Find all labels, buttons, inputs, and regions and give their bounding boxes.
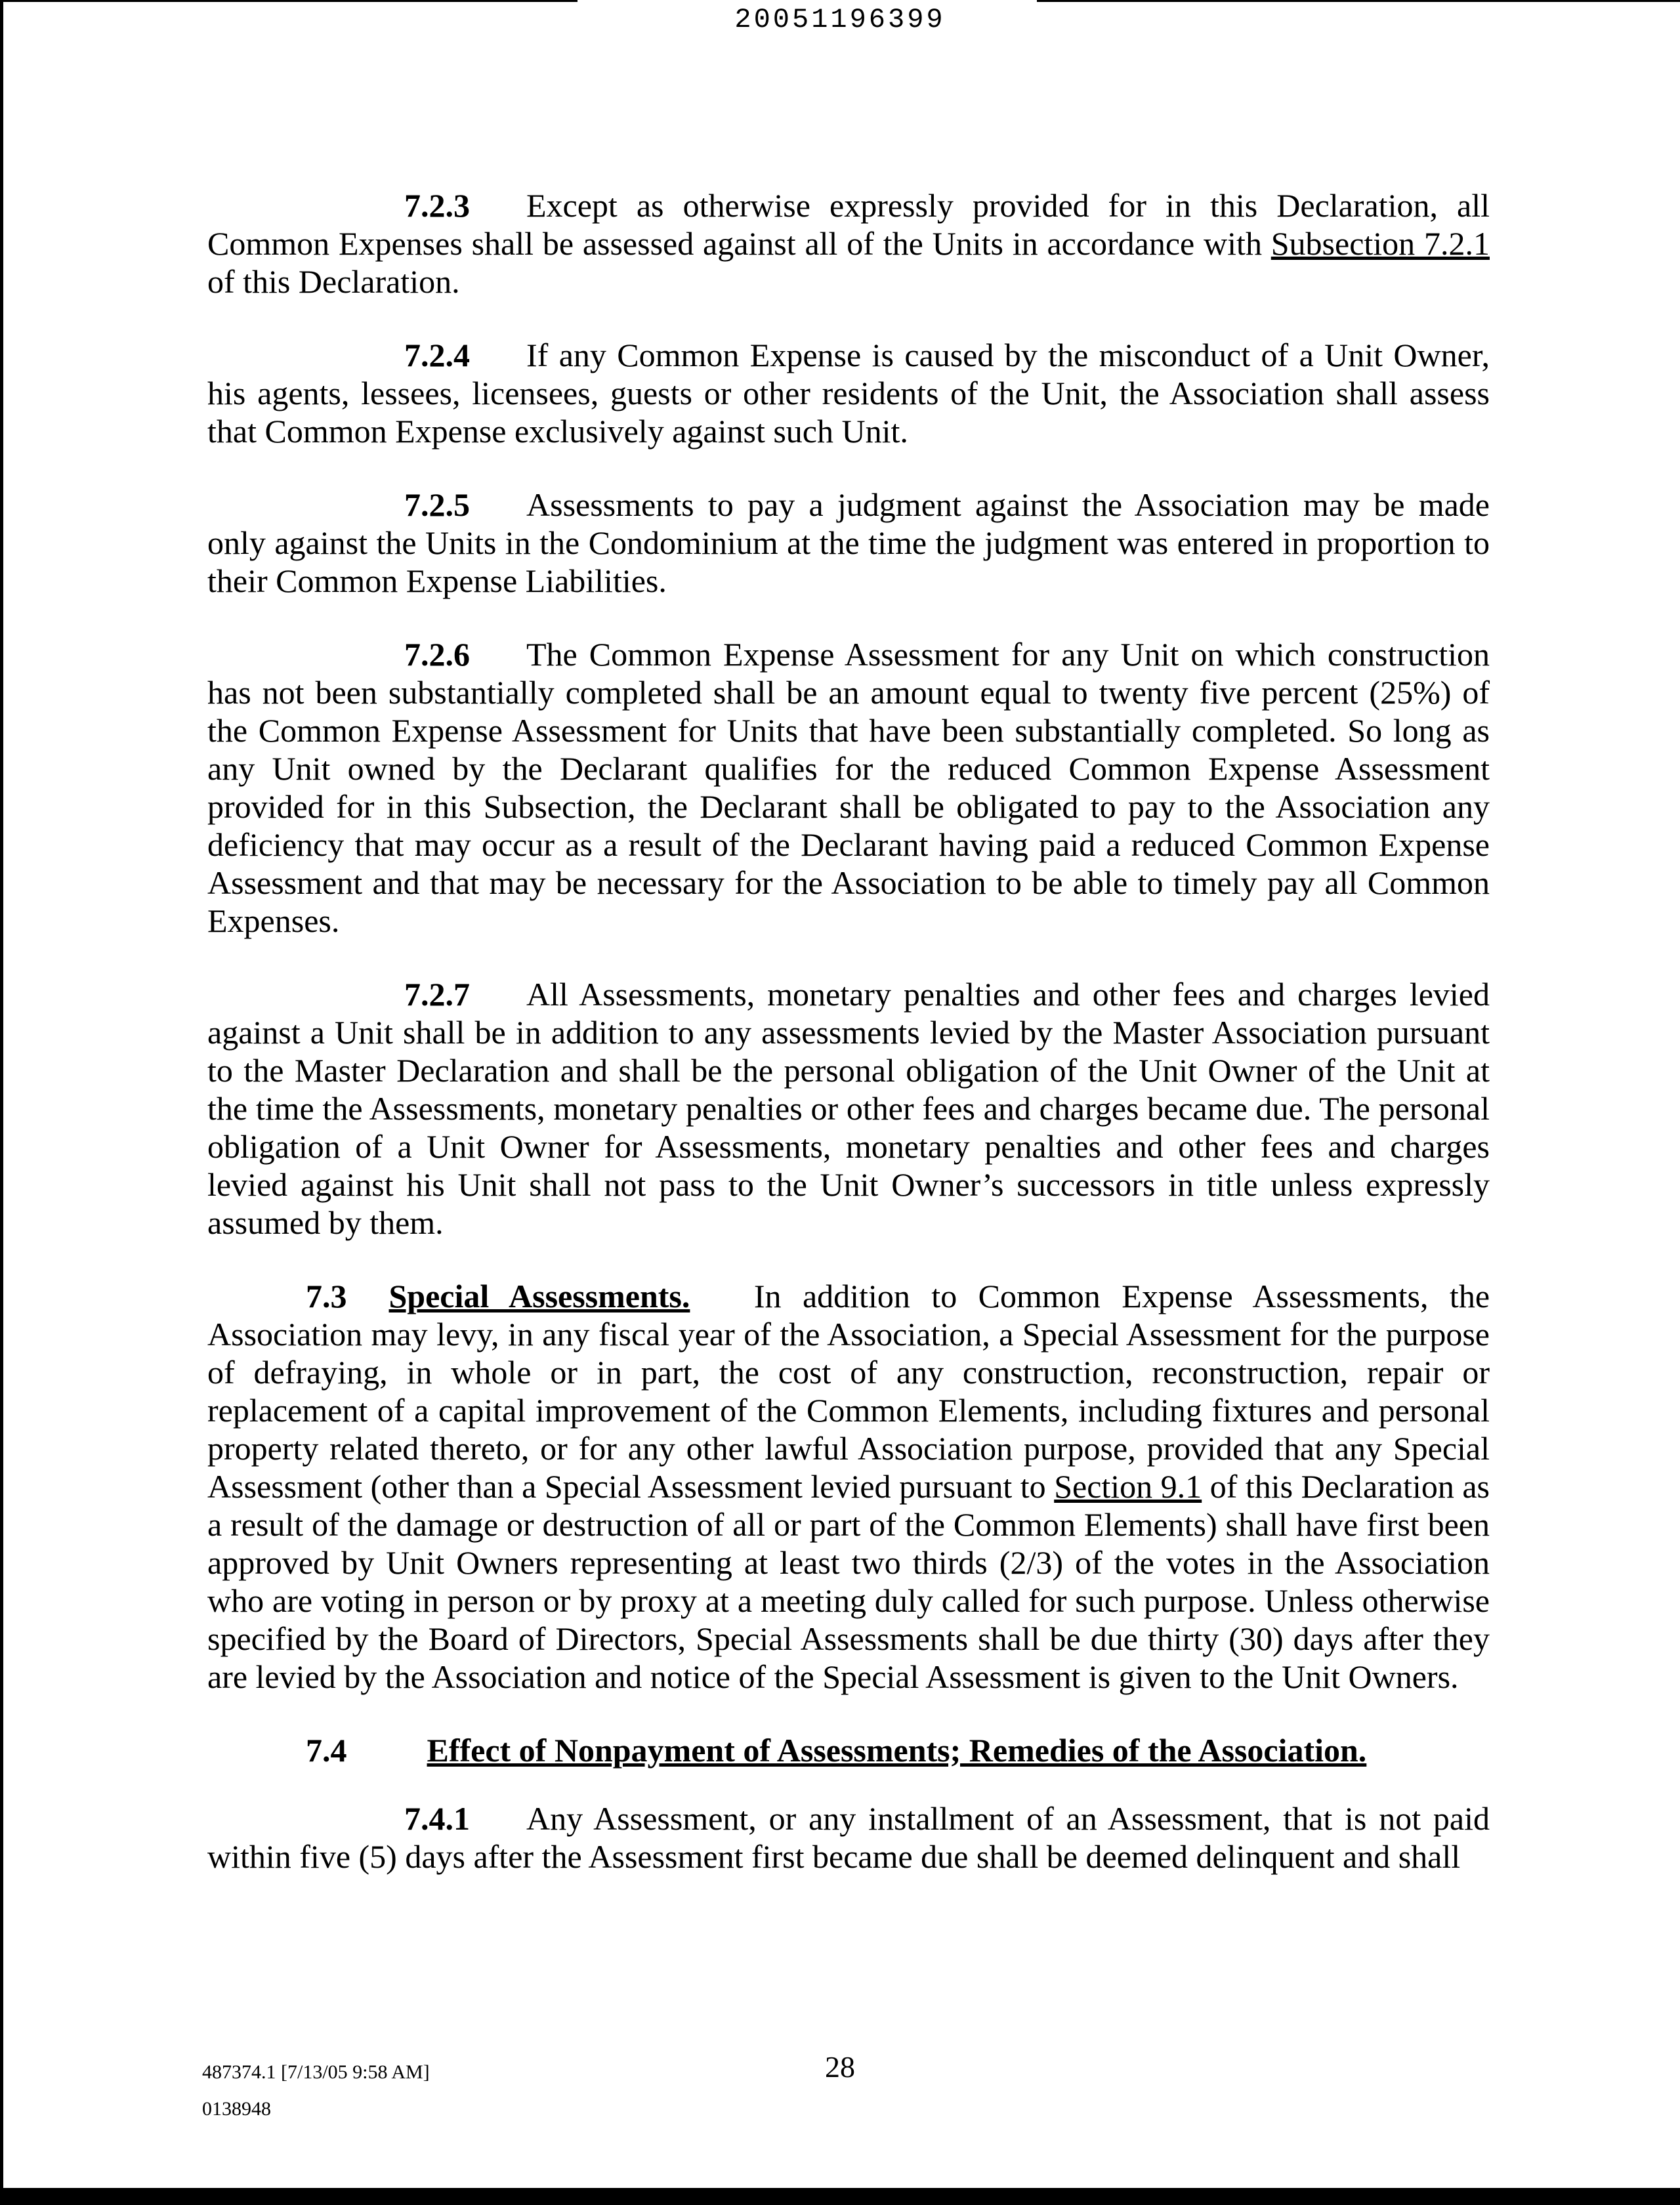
document-number: 20051196399 bbox=[734, 4, 946, 35]
section-number: 7.3 bbox=[306, 1278, 347, 1314]
section-text: Assessments to pay a judgment against the Association may be made only against the Units in the Condominium at the time the judgment was entered in proportion to their Common Expense Liabilities. bbox=[207, 486, 1490, 599]
section-number: 7.2.4 bbox=[404, 337, 470, 373]
footer-doc-ref: 487374.1 [7/13/05 9:58 AM] bbox=[202, 2061, 430, 2083]
scan-edge-top-left bbox=[0, 0, 578, 2]
section-heading: Effect of Nonpayment of Assessments; Remedies of the Association. bbox=[427, 1732, 1367, 1769]
section-text: The Common Expense Assessment for any Unit on which construction has not been substantially completed shall be an amount equal to twenty five percent (25%) of the Common Expense Assessment for Units that have been substantially completed. So long as any Unit owned by the Declarant qualifies for the reduced Common Expense Assessment provided for in this Subsection, the Declarant shall be obligated to pay to the Association any deficiency that may occur as a result of the Declarant having paid a reduced Common Expense Assessment and that may be necessary for the Association to be able to timely pay all Common Expenses. bbox=[207, 636, 1490, 939]
footer-file-number: 0138948 bbox=[202, 2098, 271, 2120]
section-text: If any Common Expense is caused by the misconduct of a Unit Owner, his agents, lessees, licensees, guests or other residents of the Unit, the Association shall assess that Common Expense exclusively against such Unit. bbox=[207, 337, 1490, 450]
scan-edge-bottom bbox=[0, 2188, 1680, 2205]
section-7-4-1 bbox=[207, 1799, 1490, 1876]
section-text: of this Declaration. bbox=[207, 263, 460, 300]
section-number: 7.2.6 bbox=[404, 636, 470, 673]
section-7-2-7 bbox=[207, 975, 1490, 1242]
page-body bbox=[207, 186, 1490, 1911]
section-number: 7.2.3 bbox=[404, 187, 470, 224]
page-number: 28 bbox=[825, 2050, 855, 2084]
cross-reference: Section 9.1 bbox=[1054, 1468, 1202, 1505]
section-number: 7.4.1 bbox=[404, 1800, 470, 1837]
section-7-3 bbox=[207, 1277, 1490, 1696]
section-7-4 bbox=[207, 1731, 1490, 1769]
section-number: 7.2.5 bbox=[404, 486, 470, 523]
section-number: 7.2.7 bbox=[404, 976, 470, 1013]
section-number: 7.4 bbox=[306, 1732, 347, 1769]
scan-edge-top-right bbox=[1037, 0, 1680, 2]
section-heading: Special Assessments. bbox=[388, 1278, 690, 1314]
section-text: All Assessments, monetary penalties and other fees and charges levied against a Unit shall be in addition to any assessments levied by the Master Association pursuant to the Master Declaration and shall be the personal obligation of the Unit Owner of the Unit at the time the Assessments, monetary penalties or other fees and charges became due. The personal obligation of a Unit Owner for Assessments, monetary penalties and other fees and charges levied against his Unit shall not pass to the Unit Owner’s successors in title unless expressly assumed by them. bbox=[207, 976, 1490, 1241]
section-text: of this Declaration as a result of the damage or destruction of all or part of the Common Elements) shall have first been approved by Unit Owners representing at least two thirds (2/3) of the votes in the Association who are voting in person or by proxy at a meeting duly called for such purpose. Unless otherwise specified by the Board of Directors, Special Assessments shall be due thirty (30) days after they are levied by the Association and notice of the Special Assessment is given to the Unit Owners. bbox=[207, 1468, 1490, 1695]
scan-edge-left bbox=[0, 0, 3, 2205]
section-text: In addition to Common Expense Assessments, the Association may levy, in any fiscal year of the Association, a Special Assessment for the purpose of defraying, in whole or in part, the cost of any construction, reconstruction, repair or replacement of a capital improvement of the Common Elements, including fixtures and personal property related thereto, or for any other lawful Association purpose, provided that any Special Assessment (other than a Special Assessment levied pursuant to bbox=[207, 1278, 1490, 1505]
section-7-2-6 bbox=[207, 635, 1490, 940]
section-7-2-4 bbox=[207, 336, 1490, 450]
section-7-2-3 bbox=[207, 186, 1490, 301]
cross-reference: Subsection 7.2.1 bbox=[1270, 225, 1490, 262]
section-text: Any Assessment, or any installment of an Assessment, that is not paid within five (5) days after the Assessment first became due shall be deemed delinquent and shall bbox=[207, 1800, 1490, 1875]
section-7-2-5 bbox=[207, 486, 1490, 600]
section-text: Except as otherwise expressly provided for in this Declaration, all Common Expenses shall be assessed against all of the Units in accordance with bbox=[207, 187, 1490, 262]
